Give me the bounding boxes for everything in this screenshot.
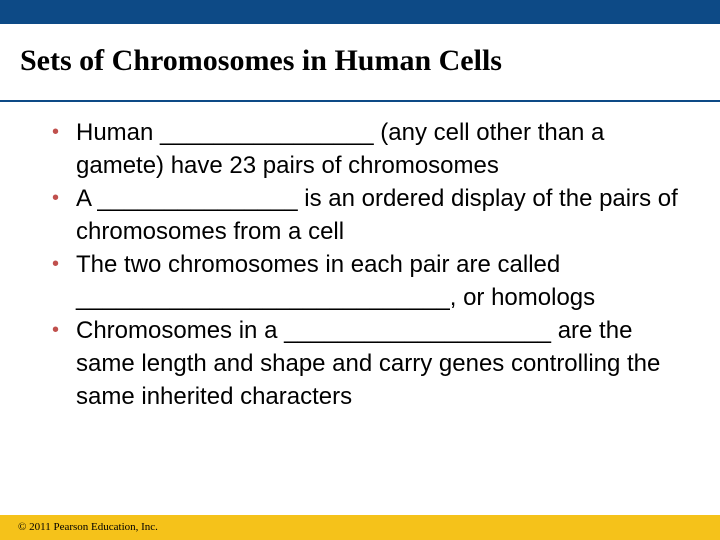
top-accent-bar [0,0,720,24]
bullet-item [52,314,692,413]
title-divider [0,100,720,102]
bullet-marker: • [52,253,60,275]
bullet-item [52,182,692,248]
bullet-marker: • [52,319,60,341]
bullet-text: A _______________ is an ordered display of the pairs of chromosomes from a cell [76,185,678,245]
bullet-text: Chromosomes in a ____________________ are the same length and shape and carry genes controlling the same inherited characters [76,317,661,410]
copyright-notice: © 2011 Pearson Education, Inc. [18,521,158,533]
bullet-item [52,248,692,314]
slide-title: Sets of Chromosomes in Human Cells [20,44,502,77]
bullet-text: The two chromosomes in each pair are called ____________________________, or homologs [76,251,596,311]
bullet-text: Human ________________ (any cell other than a gamete) have 23 pairs of chromosomes [76,119,605,179]
bullet-marker: • [52,121,60,143]
bullet-list [52,116,692,413]
bullet-item [52,116,692,182]
bullet-marker: • [52,187,60,209]
